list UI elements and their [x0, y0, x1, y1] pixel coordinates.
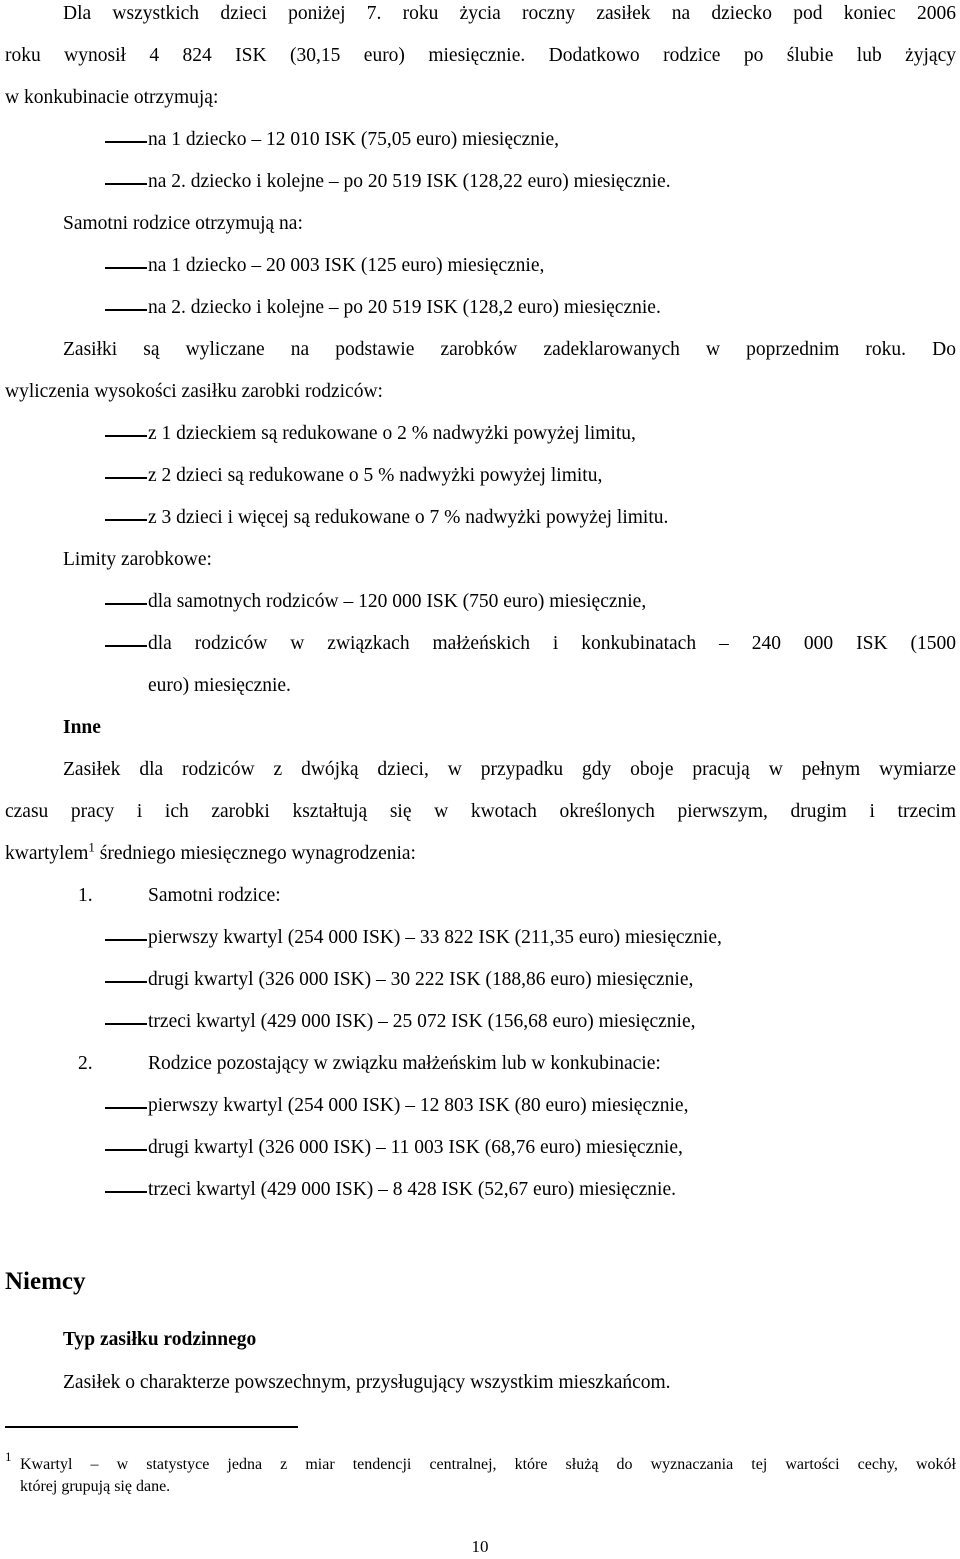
paragraph-text: kwartylem [5, 843, 89, 864]
list-dash [105, 141, 147, 143]
list-item: drugi kwartyl (326 000 ISK) – 30 222 ISK (188,86 euro) miesięcznie, [148, 969, 694, 990]
paragraph-line: Limity zarobkowe: [63, 549, 212, 570]
list-item: pierwszy kwartyl (254 000 ISK) – 33 822 ISK (211,35 euro) miesięcznie, [148, 927, 722, 948]
list-dash [105, 1149, 147, 1151]
list-item: na 1 dziecko – 20 003 ISK (125 euro) miesięcznie, [148, 255, 545, 276]
list-dash [105, 645, 147, 647]
page-number: 10 [471, 1537, 489, 1556]
footnote-number: 1 [5, 1449, 12, 1464]
numbered-item-label: Samotni rodzice: [148, 885, 281, 906]
list-number: 1. [78, 885, 93, 906]
paragraph-line: czasu pracy i ich zarobki kształtują się w kwotach określonych pierwszym, drugim i trzecim [5, 801, 956, 822]
footnote-separator [5, 1426, 298, 1428]
list-item: dla samotnych rodziców – 120 000 ISK (750 euro) miesięcznie, [148, 591, 647, 612]
paragraph-line: Zasiłek dla rodziców z dwójką dzieci, w przypadku gdy oboje pracują w pełnym wymiarze [63, 759, 956, 780]
list-item: pierwszy kwartyl (254 000 ISK) – 12 803 ISK (80 euro) miesięcznie, [148, 1095, 689, 1116]
list-dash [105, 1023, 147, 1025]
numbered-item-label: Rodzice pozostający w związku małżeńskim lub w konkubinacie: [148, 1053, 661, 1074]
list-dash [105, 939, 147, 941]
section-heading: Inne [63, 717, 101, 738]
list-item: drugi kwartyl (326 000 ISK) – 11 003 ISK (68,76 euro) miesięcznie, [148, 1137, 683, 1158]
paragraph-line: Zasiłki są wyliczane na podstawie zarobków zadeklarowanych w poprzednim roku. Do [63, 339, 956, 360]
list-item: z 2 dzieci są redukowane o 5 % nadwyżki powyżej limitu, [148, 465, 603, 486]
list-item: z 1 dzieckiem są redukowane o 2 % nadwyżki powyżej limitu, [148, 423, 636, 444]
paragraph-line: Dla wszystkich dzieci poniżej 7. roku życia roczny zasiłek na dziecko pod koniec 2006 [63, 3, 956, 24]
paragraph-line: roku wynosił 4 824 ISK (30,15 euro) miesięcznie. Dodatkowo rodzice po ślubie lub żyjący [5, 45, 956, 66]
list-dash [105, 267, 147, 269]
list-dash [105, 183, 147, 185]
paragraph-line [5, 839, 416, 866]
footnote-text: Kwartyl – w statystyce jedna z miar tendencji centralnej, które służą do wyznaczania tej wartości cechy, wokół [20, 1456, 956, 1473]
list-item: z 3 dzieci i więcej są redukowane o 7 % nadwyżki powyżej limitu. [148, 507, 669, 528]
list-item: na 2. dziecko i kolejne – po 20 519 ISK (128,22 euro) miesięcznie. [148, 171, 671, 192]
paragraph-line: Zasiłek o charakterze powszechnym, przysługujący wszystkim mieszkańcom. [63, 1372, 671, 1393]
section-heading: Typ zasiłku rodzinnego [63, 1329, 257, 1350]
paragraph-line: wyliczenia wysokości zasiłku zarobki rodziców: [5, 381, 383, 402]
paragraph-text: średniego miesięcznego wynagrodzenia: [94, 843, 416, 864]
list-item: na 2. dziecko i kolejne – po 20 519 ISK (128,2 euro) miesięcznie. [148, 297, 661, 318]
list-item: dla rodziców w związkach małżeńskich i konkubinatach – 240 000 ISK (1500 [148, 633, 956, 654]
list-dash [105, 519, 147, 521]
list-dash [105, 603, 147, 605]
list-item: trzeci kwartyl (429 000 ISK) – 8 428 ISK (52,67 euro) miesięcznie. [148, 1179, 676, 1200]
paragraph-line: Samotni rodzice otrzymują na: [63, 213, 303, 234]
list-dash [105, 1191, 147, 1193]
list-dash [105, 309, 147, 311]
list-item: trzeci kwartyl (429 000 ISK) – 25 072 ISK (156,68 euro) miesięcznie, [148, 1011, 696, 1032]
list-number: 2. [78, 1053, 93, 1074]
list-item: na 1 dziecko – 12 010 ISK (75,05 euro) miesięcznie, [148, 129, 560, 150]
list-dash [105, 981, 147, 983]
list-item-continuation: euro) miesięcznie. [148, 675, 291, 696]
list-dash [105, 435, 147, 437]
footnote-reference: 1 [88, 839, 95, 855]
list-dash [105, 1107, 147, 1109]
paragraph-line: w konkubinacie otrzymują: [5, 87, 219, 108]
footnote-text: której grupują się dane. [20, 1478, 171, 1495]
chapter-heading: Niemcy [5, 1268, 86, 1295]
list-dash [105, 477, 147, 479]
